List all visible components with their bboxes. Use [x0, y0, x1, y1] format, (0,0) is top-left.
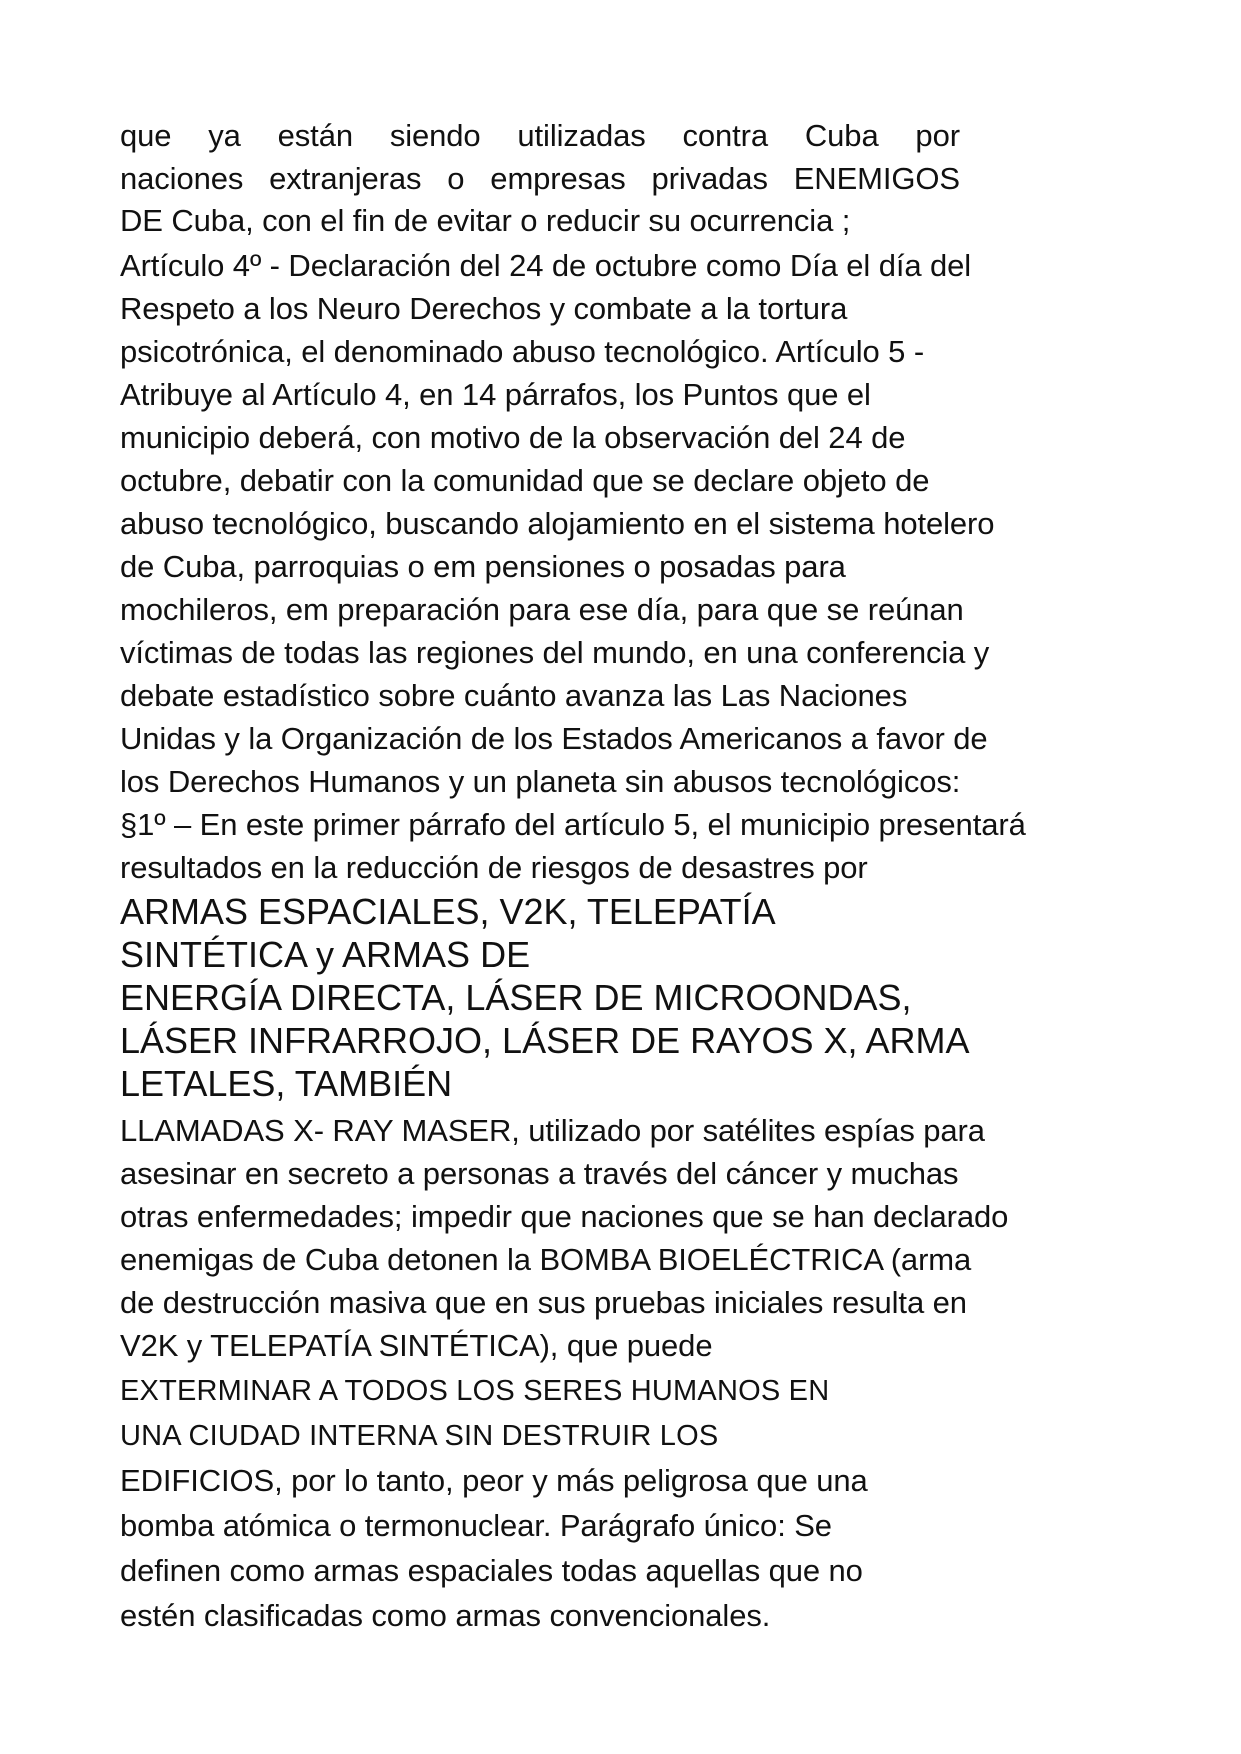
text-line: DE Cuba, con el fin de evitar o reducir su ocurrencia ; [120, 203, 851, 238]
text-line: bomba atómica o termonuclear. Parágrafo único: Se [120, 1508, 832, 1543]
word: privadas [651, 161, 768, 196]
text-line: mochileros, em preparación para ese día, para que se reúnan [120, 592, 964, 627]
heading-line: ENERGÍA DIRECTA, LÁSER DE MICROONDAS, [120, 977, 912, 1018]
text-line: Atribuye al Artículo 4, en 14 párrafos, los Puntos que el [120, 377, 871, 412]
text-line: V2K y TELEPATÍA SINTÉTICA), que puede [120, 1328, 713, 1363]
heading-line: LETALES, TAMBIÉN [120, 1063, 453, 1104]
text-line: estén clasificadas como armas convencionales. [120, 1598, 771, 1633]
heading-line: LÁSER INFRARROJO, LÁSER DE RAYOS X, ARMA [120, 1020, 970, 1061]
text-line: abuso tecnológico, buscando alojamiento en el sistema hotelero [120, 506, 995, 541]
text-line: psicotrónica, el denominado abuso tecnológico. Artículo 5 - [120, 334, 925, 369]
text-line: enemigas de Cuba detonen la BOMBA BIOELÉCTRICA (arma [120, 1242, 972, 1277]
text-line-justified [120, 118, 960, 154]
text-line: LLAMADAS X- RAY MASER, utilizado por satélites espías para [120, 1113, 985, 1148]
word: contra [682, 118, 769, 153]
word: por [915, 118, 960, 153]
text-line: UNA CIUDAD INTERNA SIN DESTRUIR LOS [120, 1420, 719, 1452]
word: o [447, 161, 465, 196]
word: siendo [389, 118, 481, 153]
text-line: octubre, debatir con la comunidad que se declare objeto de [120, 463, 930, 498]
text-line: debate estadístico sobre cuánto avanza las Las Naciones [120, 678, 908, 713]
text-line: Unidas y la Organización de los Estados Americanos a favor de [120, 721, 988, 756]
text-line: los Derechos Humanos y un planeta sin abusos tecnológicos: [120, 764, 961, 799]
word: utilizadas [517, 118, 646, 153]
text-line: EDIFICIOS, por lo tanto, peor y más peligrosa que una [120, 1463, 868, 1498]
text-line: de destrucción masiva que en sus pruebas iniciales resulta en [120, 1285, 967, 1320]
text-line: otras enfermedades; impedir que naciones que se han declarado [120, 1199, 1009, 1234]
text-line: definen como armas espaciales todas aquellas que no [120, 1553, 863, 1588]
word: Cuba [804, 118, 879, 153]
word: ya [208, 118, 241, 153]
text-line-justified [120, 161, 960, 197]
word: empresas [490, 161, 626, 196]
text-line: víctimas de todas las regiones del mundo, en una conferencia y [120, 635, 990, 670]
text-line: Artículo 4º - Declaración del 24 de octubre como Día el día del [120, 248, 972, 283]
text-line: §1º – En este primer párrafo del artículo 5, el municipio presentará [120, 807, 1026, 842]
word: naciones [120, 161, 244, 196]
text-line: municipio deberá, con motivo de la observación del 24 de [120, 420, 906, 455]
text-line: asesinar en secreto a personas a través del cáncer y muchas [120, 1156, 959, 1191]
heading-line: ARMAS ESPACIALES, V2K, TELEPATÍA [120, 891, 776, 932]
heading-line: SINTÉTICA y ARMAS DE [120, 934, 531, 975]
word: que [120, 118, 172, 153]
text-line: resultados en la reducción de riesgos de desastres por [120, 850, 868, 885]
text-line: EXTERMINAR A TODOS LOS SERES HUMANOS EN [120, 1375, 830, 1407]
text-line: de Cuba, parroquias o em pensiones o posadas para [120, 549, 846, 584]
word: están [277, 118, 353, 153]
word: ENEMIGOS [793, 161, 960, 196]
text-line: Respeto a los Neuro Derechos y combate a la tortura [120, 291, 848, 326]
word: extranjeras [269, 161, 422, 196]
